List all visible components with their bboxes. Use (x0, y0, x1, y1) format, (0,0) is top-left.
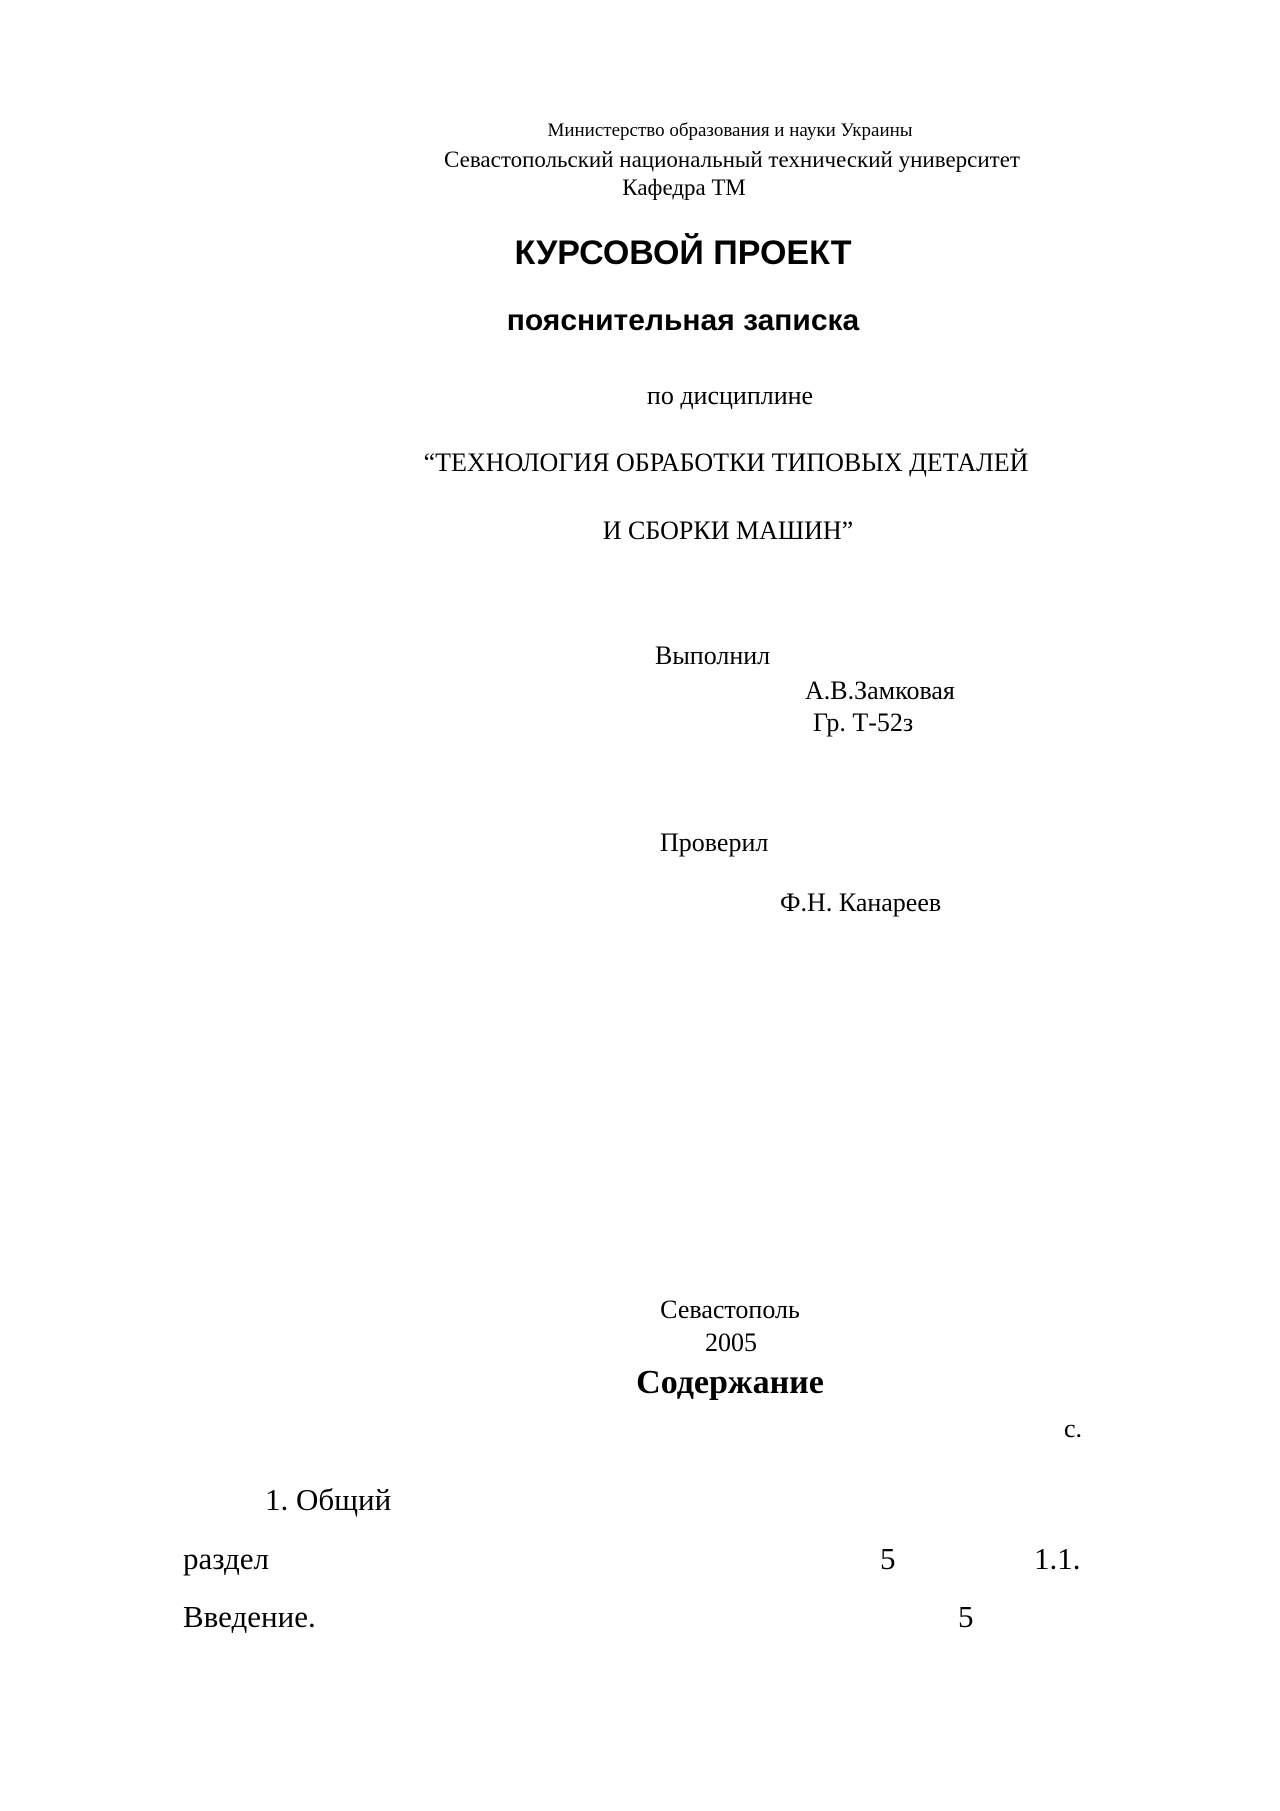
department-line: Кафедра ТМ (622, 175, 746, 200)
year: 2005 (705, 1328, 757, 1357)
reviewer-name: Ф.Н. Канареев (780, 888, 942, 917)
student-name: А.В.Замковая (805, 676, 955, 705)
city: Севастополь (660, 1295, 800, 1324)
project-title: КУРСОВОЙ ПРОЕКТ (514, 234, 852, 272)
toc-item-1-start: 1. Общий (265, 1482, 392, 1517)
checked-label: Проверил (660, 828, 769, 857)
discipline-title-line-1: “ТЕХНОЛОГИЯ ОБРАБОТКИ ТИПОВЫХ ДЕТАЛЕЙ (423, 448, 1029, 477)
explanatory-note-subtitle: пояснительная записка (506, 304, 860, 337)
toc-item-1-1-title: Введение. (183, 1599, 316, 1634)
toc-item-1-page: 5 (880, 1541, 896, 1576)
toc-item-1-end: раздел (183, 1541, 269, 1576)
contents-page-column-label: с. (1064, 1414, 1083, 1443)
toc-item-1-1-page: 5 (958, 1599, 974, 1634)
contents-heading: Содержание (636, 1364, 824, 1401)
discipline-intro: по дисциплине (646, 381, 814, 410)
university-line: Севастопольский национальный технический университет (444, 147, 1020, 172)
toc-item-1-1-number: 1.1. (1034, 1541, 1081, 1576)
student-group: Гр. Т-52з (813, 708, 914, 737)
discipline-title-line-2: И СБОРКИ МАШИН” (602, 516, 854, 545)
ministry-line: Министерство образования и науки Украины (547, 120, 913, 141)
performed-label: Выполнил (655, 641, 771, 670)
